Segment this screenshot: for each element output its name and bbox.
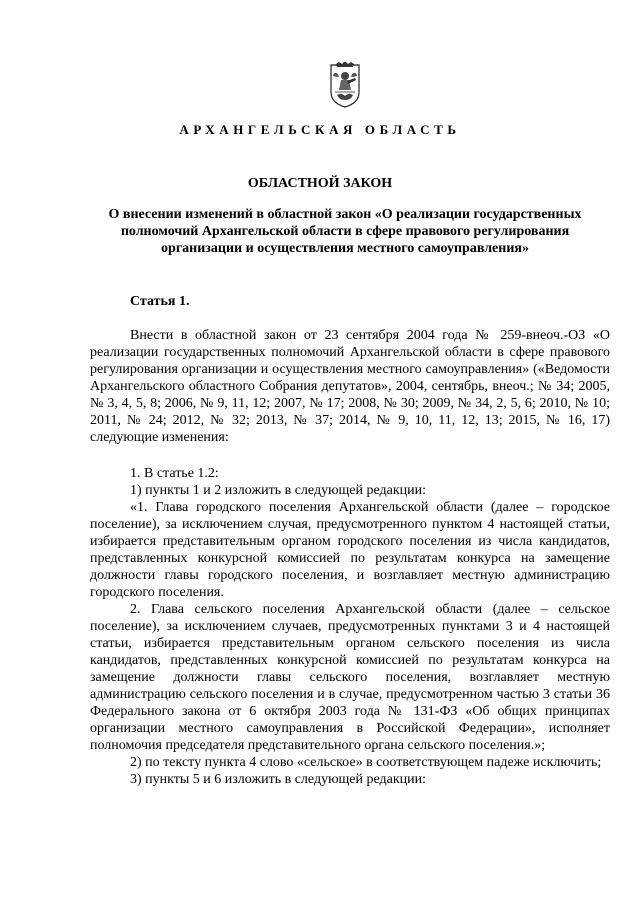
amendment-item: 1. В статье 1.2: xyxy=(130,466,219,481)
article-intro-paragraph: Внести в областной закон от 23 сентября 2004 года № 259-внеоч.-ОЗ «О реализации государственных полномочий Архангельской области в сфере правового регулирования организации и осуществления местного самоуправления» («Ведомости Архангельского областного Собрания депутатов», 2004, сентябрь, внеоч.; № 34; 2005, № 3, 4, 5, 8; 2006, № 9, 11, 12; 2007, № 17; 2008, № 30; 2009, № 34, 2, 5, 6; 2010, № 10; 2011, № 24; 2012, № 32; 2013, № 37; 2014, № 9, 10, 11, 12, 13; 2015, № 16, 17) следующие изменения: xyxy=(90,328,610,445)
law-subtitle: О внесении изменений в областной закон «О реализации государственных полномочий Архангельской области в сфере правового регулирования организации и осуществления местного самоуправления» xyxy=(108,207,582,256)
amendment-item: 1) пункты 1 и 2 изложить в следующей редакции: xyxy=(130,483,427,498)
amendments-list xyxy=(90,465,610,788)
coat-of-arms-emblem xyxy=(327,62,363,108)
amendment-item: 3) пункты 5 и 6 изложить в следующей редакции: xyxy=(130,772,427,787)
law-type-title: ОБЛАСТНОЙ ЗАКОН xyxy=(247,176,393,191)
region-name: АРХАНГЕЛЬСКАЯ ОБЛАСТЬ xyxy=(179,122,461,137)
amendment-item: 2. Глава сельского поселения Архангельской области (далее – сельское поселение), за исключением случаев, предусмотренных пунктами 3 и 4 настоящей статьи, избирается представительным органом сельского поселения из числа кандидатов, представленных конкурсной комиссией по результатам конкурса на замещение должности главы сельского поселения, возглавляет местную администрацию сельского поселения и в случае, предусмотренном частью 3 статьи 36 Федерального закона от 6 октября 2003 года № 131-ФЗ «Об общих принципах организации местного самоуправления в Российской Федерации», исполняет полномочия председателя представительного органа сельского поселения.»; xyxy=(90,602,610,753)
article-intro-block xyxy=(90,327,610,446)
article-heading: Статья 1. xyxy=(130,294,190,309)
amendment-item: 2) по тексту пункта 4 слово «сельское» в соответствующем падеже исключить; xyxy=(130,755,602,770)
amendment-item: «1. Глава городского поселения Архангельской области (далее – городское поселение), за исключением случая, предусмотренного пунктом 4 настоящей статьи, избирается представительным органом городского поселения из числа кандидатов, представленных конкурсной комиссией по результатам конкурса на замещение должности главы городского поселения, и возглавляет местную администрацию городского поселения. xyxy=(90,500,610,600)
